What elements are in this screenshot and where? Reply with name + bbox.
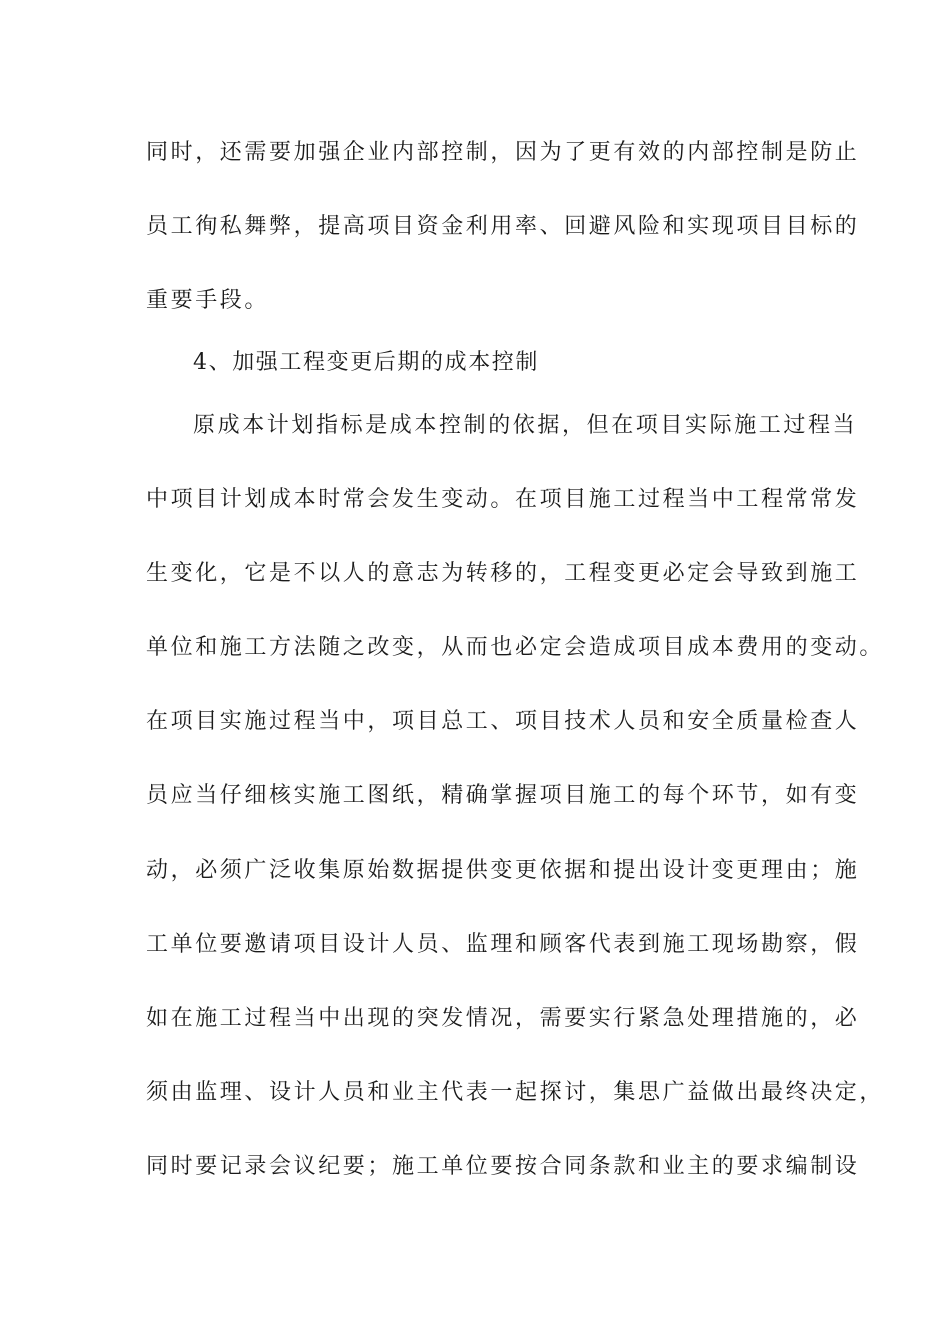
paragraph-line: 重要手段。 bbox=[146, 288, 270, 313]
paragraph-line: 员应当仔细核实施工图纸，精确掌握项目施工的每个环节，如有变 bbox=[146, 783, 860, 808]
paragraph-line: 中项目计划成本时常会发生变动。在项目施工过程当中工程常常发 bbox=[146, 487, 860, 512]
paragraph-line: 工单位要邀请项目设计人员、监理和顾客代表到施工现场勘察，假 bbox=[146, 932, 860, 957]
paragraph-line: 须由监理、设计人员和业主代表一起探讨，集思广益做出最终决定， bbox=[146, 1080, 885, 1105]
paragraph-line: 在项目实施过程当中，项目总工、项目技术人员和安全质量检查人 bbox=[146, 709, 860, 734]
paragraph-line: 如在施工过程当中出现的突发情况，需要实行紧急处理措施的，必 bbox=[146, 1006, 860, 1031]
paragraph-line: 同时，还需要加强企业内部控制，因为了更有效的内部控制是防止 bbox=[146, 140, 860, 165]
paragraph-line: 原成本计划指标是成本控制的依据，但在项目实际施工过程当 bbox=[193, 413, 858, 438]
paragraph-line: 同时要记录会议纪要；施工单位要按合同条款和业主的要求编制设 bbox=[146, 1154, 860, 1179]
paragraph-line: 生变化，它是不以人的意志为转移的，工程变更必定会导致到施工 bbox=[146, 561, 860, 586]
paragraph-line: 动，必须广泛收集原始数据提供变更依据和提出设计变更理由；施 bbox=[146, 858, 860, 883]
paragraph-line: 员工徇私舞弊，提高项目资金利用率、回避风险和实现项目目标的 bbox=[146, 214, 860, 239]
section-heading: 4、加强工程变更后期的成本控制 bbox=[193, 350, 539, 375]
paragraph-line: 单位和施工方法随之改变，从而也必定会造成项目成本费用的变动。 bbox=[146, 635, 885, 660]
